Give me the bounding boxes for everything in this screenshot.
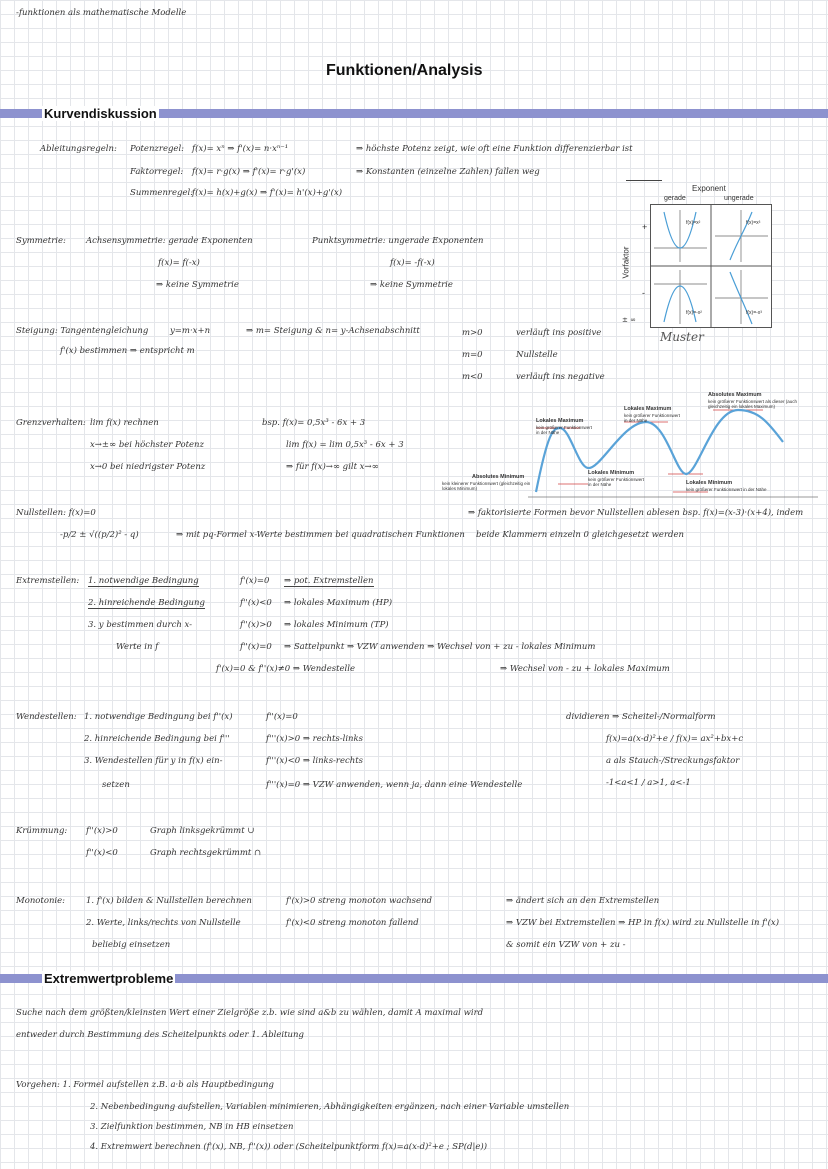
m-zero-text: Nullstelle <box>516 350 558 360</box>
wende-r4: -1<a<1 / a>1, a<-1 <box>606 778 691 788</box>
extrem-c2-formula: f''(x)<0 <box>240 598 272 608</box>
potenz-formula: f(x)= xⁿ ⇒ f'(x)= n·xⁿ⁻¹ <box>192 144 289 154</box>
nullstellen-label: Nullstellen: f(x)=0 <box>16 508 96 518</box>
exp-foot-left: ± ∞ <box>622 316 636 324</box>
symmetrie-label: Symmetrie: <box>16 236 66 246</box>
lok-min-1: Lokales Minimum <box>588 470 635 476</box>
wende-l4: setzen <box>102 780 130 790</box>
vorgehen-3: 3. Zielfunktion bestimmen, NB in HB einsetzen <box>90 1122 294 1132</box>
monotonie-l2: 2. Werte, links/rechts von Nullstelle <box>86 918 241 928</box>
lok-max-1: Lokales Maximum <box>536 418 584 424</box>
kruemmung-l1-text: Graph linksgekrümmt ∪ <box>150 826 255 836</box>
potenz-label: Potenzregel: <box>130 144 185 154</box>
exp-grid-plus: + <box>642 222 648 232</box>
grenz-bsp2: lim f(x) = lim 0,5x³ - 6x + 3 <box>286 440 404 450</box>
exp-grid-minus: - <box>642 288 645 298</box>
ableitung-label: Ableitungsregeln: <box>40 144 117 154</box>
grenz-inf: x→±∞ bei höchster Potenz <box>90 440 205 450</box>
faktorisiert-1: ⇒ faktorisierte Formen bevor Nullstellen ablesen bsp. f(x)=(x-3)·(x+4), indem <box>468 508 804 518</box>
wende-l2: 2. hinreichende Bedingung bei f''' <box>84 734 230 744</box>
exp-f2: f(x)=x³ <box>746 220 761 226</box>
kruemmung-label: Krümmung: <box>16 826 68 836</box>
exponent-grid-figure <box>622 184 772 344</box>
exp-f4: f(x)=-x³ <box>746 310 762 316</box>
extrem-c4-formula: f''(x)=0 <box>240 642 272 652</box>
monotonie-label: Monotonie: <box>16 896 66 906</box>
extrem-c1-note: ⇒ pot. Extremstellen <box>284 576 374 586</box>
grenz-bsp: bsp. f(x)= 0,5x³ - 6x + 3 <box>262 418 366 428</box>
exp-grid-row-label: Vorfaktor <box>621 246 631 279</box>
lok-max-2: Lokales Maximum <box>624 406 672 412</box>
lok-min-1-sub: kein größerer Funktionswert in der Nähe <box>588 477 645 487</box>
monotonie-l1: 1. f'(x) bilden & Nullstellen berechnen <box>86 896 252 906</box>
vorgehen-1: Vorgehen: 1. Formel aufstellen z.B. a·b als Hauptbedingung <box>16 1080 274 1090</box>
m-zero: m=0 <box>462 350 483 360</box>
lok-min-2-sub: kein größerer Funktionswert in der Nähe <box>686 487 767 492</box>
punktsym-note: ⇒ keine Symmetrie <box>370 280 453 290</box>
extrem-c4-note: ⇒ Sattelpunkt ⇒ VZW anwenden ⇒ Wechsel von + zu - lokales Minimum <box>284 642 596 652</box>
pq-formula: -p/2 ± √((p/2)² - q) <box>60 530 139 540</box>
abs-min-sub: kein kleinerer Funktionswert (gleichzeitig ein lokales Minimum) <box>442 481 531 491</box>
faktorisiert-2: beide Klammern einzeln 0 gleichgesetzt werden <box>476 530 684 540</box>
monotonie-r1: ⇒ ändert sich an den Extremstellen <box>506 896 660 906</box>
extremwert-p1: Suche nach dem größten/kleinsten Wert einer Zielgröße z.b. wie sind a&b zu wählen, damit A maximal wird <box>16 1008 484 1018</box>
extrem-c4: Werte in f <box>116 642 159 652</box>
tangente-formula: y=m·x+n <box>170 326 211 336</box>
monotonie-f2: f'(x)<0 streng monoton fallend <box>286 918 419 928</box>
exp-grid-col-even: gerade <box>664 195 686 202</box>
ableitung-note-1: ⇒ höchste Potenz zeigt, wie oft eine Funktion differenzierbar ist <box>356 144 633 154</box>
faktor-formula: f(x)= r·g(x) ⇒ f'(x)= r·g'(x) <box>192 167 306 177</box>
wende-r2: f(x)=a(x-d)²+e / f(x)= ax²+bx+c <box>606 734 744 744</box>
m-positive: m>0 <box>462 328 483 338</box>
monotonie-r2: ⇒ VZW bei Extremstellen ⇒ HP in f(x) wird zu Nullstelle in f'(x) <box>506 918 780 928</box>
wende-r1: dividieren ⇒ Scheitel-/Normalform <box>566 712 716 722</box>
punktsym-text: Punktsymmetrie: ungerade Exponenten <box>312 236 484 246</box>
summen-label: Summenregel: <box>130 188 194 198</box>
lok-min-2: Lokales Minimum <box>686 480 733 486</box>
extrem-c1-formula: f'(x)=0 <box>240 576 270 586</box>
extremstellen-label: Extremstellen: <box>16 576 80 586</box>
kruemmung-l2: f''(x)<0 <box>86 848 118 858</box>
m-negative: m<0 <box>462 372 483 382</box>
achsensym-note: ⇒ keine Symmetrie <box>156 280 239 290</box>
monotonie-r3: & somit ein VZW von + zu - <box>506 940 626 950</box>
extremum-figure <box>428 392 824 512</box>
abs-max-sub: kein größerer Funktionswert als dieser (auch gleichzeitig ein lokales Maximum) <box>708 399 798 409</box>
punktsym-formula: f(x)= -f(-x) <box>390 258 435 268</box>
section-heading-kurvendiskussion: Kurvendiskussion <box>44 106 157 121</box>
extrem-c5: f'(x)=0 & f''(x)≠0 ⇒ Wendestelle <box>216 664 356 674</box>
extremwert-p2: entweder durch Bestimmung des Scheitelpunkts oder 1. Ableitung <box>16 1030 304 1040</box>
top-note: -funktionen als mathematische Modelle <box>16 8 187 18</box>
achsensym-text: Achsensymmetrie: gerade Exponenten <box>86 236 253 246</box>
achsensym-formula: f(x)= f(-x) <box>158 258 200 268</box>
vorgehen-4: 4. Extremwert berechnen (f'(x), NB, f''(x)) oder (Scheitelpunktform f(x)=a(x-d)²+e ; SP(d|e)) <box>90 1142 488 1152</box>
lok-max-2-sub: kein größerer Funktionswert in der Nähe <box>624 413 681 423</box>
m-positive-text: verläuft ins positive <box>516 328 602 338</box>
m-negative-text: verläuft ins negative <box>516 372 605 382</box>
exp-grid-title: Exponent <box>692 184 726 193</box>
wende-l1-formula: f''(x)=0 <box>266 712 298 722</box>
exp-grid-col-odd: ungerade <box>724 195 754 202</box>
pq-text: ⇒ mit pq-Formel x-Werte bestimmen bei quadratischen Funktionen <box>176 530 465 540</box>
wendestellen-label: Wendestellen: <box>16 712 77 722</box>
wende-l1: 1. notwendige Bedingung bei f''(x) <box>84 712 233 722</box>
exp-f1: f(x)=x² <box>686 220 701 226</box>
divider-line <box>626 180 662 181</box>
steigung-sub: f'(x) bestimmen ⇒ entspricht m <box>60 346 195 356</box>
page-title: Funktionen/Analysis <box>326 62 483 79</box>
monotonie-f1: f'(x)>0 streng monoton wachsend <box>286 896 432 906</box>
wende-l2-formula: f'''(x)>0 ⇒ rechts-links <box>266 734 364 744</box>
tangente-note: ⇒ m= Steigung & n= y-Achsenabschnitt <box>246 326 420 336</box>
extrem-c5-note: ⇒ Wechsel von - zu + lokales Maximum <box>500 664 670 674</box>
abs-min: Absolutes Minimum <box>472 474 525 480</box>
grenz-zero: x→0 bei niedrigster Potenz <box>90 462 206 472</box>
ableitung-note-2: ⇒ Konstanten (einzelne Zahlen) fallen weg <box>356 167 540 177</box>
extrem-c3-note: ⇒ lokales Minimum (TP) <box>284 620 389 630</box>
grenz-bsp3: ⇒ für f(x)→∞ gilt x→∞ <box>286 462 379 472</box>
wende-r3: a als Stauch-/Streckungsfaktor <box>606 756 740 766</box>
wende-l4-formula: f'''(x)=0 ⇒ VZW anwenden, wenn ja, dann eine Wendestelle <box>266 780 523 790</box>
wende-l3-formula: f'''(x)<0 ⇒ links-rechts <box>266 756 364 766</box>
exp-f3: f(x)=-x² <box>686 310 702 316</box>
wende-l3: 3. Wendestellen für y in f(x) ein- <box>84 756 223 766</box>
grenz-label: Grenzverhalten: <box>16 418 86 428</box>
extrem-c3-formula: f''(x)>0 <box>240 620 272 630</box>
monotonie-l3: beliebig einsetzen <box>92 940 171 950</box>
kruemmung-l2-text: Graph rechtsgekrümmt ∩ <box>150 848 262 858</box>
grenz-lim: lim f(x) rechnen <box>90 418 159 428</box>
extrem-c3: 3. y bestimmen durch x- <box>88 620 193 630</box>
lok-max-1-sub: kein größerer Funktionswert in der Nähe <box>536 425 593 435</box>
steigung-label: Steigung: Tangentengleichung <box>16 326 149 336</box>
extrem-c2: 2. hinreichende Bedingung <box>88 598 205 608</box>
exp-foot-muster: Muster <box>660 330 704 344</box>
extrem-c2-note: ⇒ lokales Maximum (HP) <box>284 598 393 608</box>
summen-formula: f(x)= h(x)+g(x) ⇒ f'(x)= h'(x)+g'(x) <box>192 188 343 198</box>
abs-max: Absolutes Maximum <box>708 392 762 398</box>
kruemmung-l1: f''(x)>0 <box>86 826 118 836</box>
vorgehen-2: 2. Nebenbedingung aufstellen, Variablen minimieren, Abhängigkeiten ergänzen, nach einer Variable umstellen <box>90 1102 570 1112</box>
extrem-c1: 1. notwendige Bedingung <box>88 576 199 586</box>
faktor-label: Faktorregel: <box>130 167 184 177</box>
section-heading-extremwertprobleme: Extremwertprobleme <box>44 971 174 986</box>
